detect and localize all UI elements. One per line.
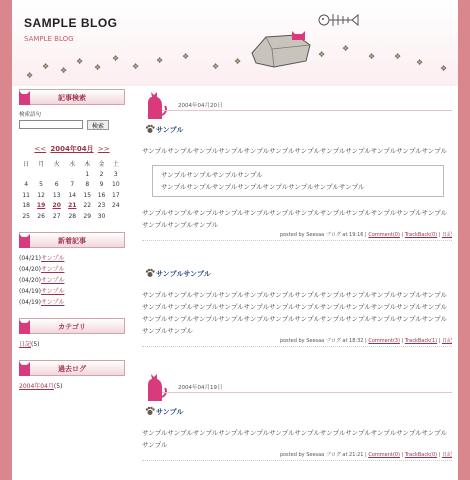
peeking-cat-icon xyxy=(290,28,308,40)
paw-print-icon: ❖ xyxy=(318,50,326,59)
trackback-link[interactable]: TrackBack(0) xyxy=(404,232,438,238)
calendar-table xyxy=(19,158,123,222)
calendar-day-link[interactable]: 19 xyxy=(36,202,46,210)
paw-icon xyxy=(145,268,155,278)
comment-link[interactable]: Comment(3) xyxy=(368,338,400,344)
calendar-weekday: 日 xyxy=(23,161,30,168)
archive-count: (5) xyxy=(53,382,63,390)
recent-heading xyxy=(19,232,125,248)
category-count: (5) xyxy=(31,340,40,348)
calendar-day xyxy=(109,211,123,222)
calendar-week xyxy=(19,190,123,201)
fishbone-icon xyxy=(318,10,362,32)
date-header xyxy=(142,371,452,399)
post-title[interactable] xyxy=(156,125,452,135)
calendar-day: 3 xyxy=(113,170,118,178)
posted-by: posted by Seesaa ブログ at 21:21 xyxy=(279,452,364,458)
paw-print-icon: ❖ xyxy=(156,56,164,65)
paw-print-icon: ❖ xyxy=(94,63,102,72)
calendar-next-link[interactable]: >> xyxy=(97,145,110,153)
recent-item-date: (04/19) xyxy=(19,298,41,306)
calendar-day: 11 xyxy=(22,191,30,199)
blog-subtitle: SAMPLE BLOG xyxy=(24,35,74,43)
trackback-link[interactable]: TrackBack(0) xyxy=(404,452,438,458)
recent-item xyxy=(19,297,125,308)
calendar-day: 18 xyxy=(22,202,30,210)
post-title-text[interactable]: サンプル xyxy=(156,408,184,416)
post-body: サンプルサンプルサンプルサンプルサンプルサンプルサンプルサンプルサンプルサンプルサンプルサンプル xyxy=(142,147,447,155)
paw-print-icon: ❖ xyxy=(182,52,190,61)
paw-print-icon: ❖ xyxy=(368,52,376,61)
archive-item xyxy=(19,381,125,392)
calendar-week xyxy=(19,211,123,222)
calendar-day: 26 xyxy=(37,212,45,220)
recent-list xyxy=(19,253,125,308)
post-title[interactable] xyxy=(156,269,452,279)
paw-print-icon: ❖ xyxy=(42,62,50,71)
recent-item-link[interactable]: サンプル xyxy=(40,287,65,295)
recent-item-date: (04/20) xyxy=(19,265,41,273)
paw-print-icon: ❖ xyxy=(416,58,424,67)
post-body: サンプルサンプルサンプルサンプルサンプルサンプルサンプルサンプルサンプルサンプルサンプルサンプルサンプルサンプルサンプルサンプルサンプルサンプルサンプルサンプルサンプルサンプルサンプルサンプルサンプルサンプルサンプルサンプルサンプルサンプルサンプルサンプルサンプルサンプルサンプルサンプルサンプルサンプル xyxy=(142,291,447,335)
post-body-2: サンプルサンプルサンプルサンプルサンプルサンプルサンプルサンプルサンプルサンプルサンプルサンプルサンプルサンプルサンプル xyxy=(142,209,447,229)
calendar-day: 17 xyxy=(112,191,120,199)
post xyxy=(142,125,452,241)
recent-item xyxy=(19,275,125,286)
post-quote xyxy=(152,165,444,197)
paw-print-icon: ❖ xyxy=(60,66,68,75)
search-row xyxy=(19,120,125,130)
recent-heading-label: 新着記事 xyxy=(58,236,86,245)
calendar-weekday: 木 xyxy=(84,161,91,168)
comment-link[interactable]: Comment(0) xyxy=(368,452,400,458)
calendar-week xyxy=(19,180,123,191)
calendar-day xyxy=(49,169,65,180)
calendar-day: 2 xyxy=(99,170,104,178)
archive-heading xyxy=(19,360,125,376)
calendar-day: 10 xyxy=(112,181,120,189)
category-heading-label: カテゴリ xyxy=(58,322,86,331)
paw-print-icon: ❖ xyxy=(76,57,84,66)
category-block xyxy=(19,318,125,350)
calendar-day: 30 xyxy=(97,212,106,220)
calendar-day xyxy=(19,169,33,180)
post-body: サンプルサンプルサンプルサンプルサンプルサンプルサンプルサンプルサンプルサンプルサンプルサンプルサンプル xyxy=(142,429,447,449)
posted-by: posted by Seesaa ブログ at 18:32 xyxy=(279,338,364,344)
post-footer: posted by Seesaa ブログ at 21:21 | Comment(0) | TrackBack(0) | 日記 xyxy=(142,451,452,461)
archive-heading-label: 過去ログ xyxy=(58,364,86,373)
recent-item-link[interactable]: サンプル xyxy=(40,276,65,284)
paw-print-icon: ❖ xyxy=(440,64,448,73)
recent-item-date: (04/20) xyxy=(19,276,41,284)
post xyxy=(142,407,452,461)
calendar-day: 29 xyxy=(83,212,92,220)
post-title-text[interactable]: サンプル xyxy=(156,126,184,134)
blog-title[interactable]: SAMPLE BLOG xyxy=(24,16,118,30)
recent-item xyxy=(19,264,125,275)
calendar-day: 1 xyxy=(85,170,90,178)
post-title[interactable] xyxy=(156,407,452,417)
calendar-month-link[interactable]: 2004年04月 xyxy=(50,145,94,153)
calendar-day xyxy=(65,169,81,180)
quote-line: サンプルサンプルサンプルサンプルサンプルサンプルサンプルサンプル xyxy=(161,183,365,191)
category-link[interactable]: 日記 xyxy=(441,232,452,238)
page xyxy=(12,0,458,480)
calendar-weekday: 火 xyxy=(53,161,60,168)
post-date: 2004年04月19日 xyxy=(178,385,223,391)
paw-print-icon: ❖ xyxy=(26,71,34,80)
recent-block xyxy=(19,232,125,308)
calendar-week xyxy=(19,201,123,212)
calendar-block xyxy=(19,144,125,222)
calendar-weekday: 水 xyxy=(69,161,76,168)
calendar-day: 24 xyxy=(112,202,120,210)
sidebar xyxy=(19,89,125,402)
calendar-day xyxy=(33,169,49,180)
calendar-day: 25 xyxy=(22,212,30,220)
paw-print-icon: ❖ xyxy=(112,54,120,63)
calendar-nav xyxy=(19,144,125,154)
paw-icon xyxy=(145,406,155,416)
main-content xyxy=(142,89,452,461)
paw-print-icon: ❖ xyxy=(234,57,242,66)
category-link[interactable]: 日記 xyxy=(441,452,452,458)
calendar-day: 12 xyxy=(37,191,45,199)
trackback-link[interactable]: TrackBack(1) xyxy=(404,338,438,344)
calendar-day: 28 xyxy=(68,212,77,220)
category-link[interactable]: 日記 xyxy=(441,338,452,344)
category-heading xyxy=(19,318,125,334)
paw-icon xyxy=(145,124,155,134)
calendar-day: 9 xyxy=(99,181,104,189)
calendar-day: 5 xyxy=(39,181,43,189)
calendar-day: 6 xyxy=(54,181,59,189)
calendar-day: 22 xyxy=(83,202,92,210)
calendar-weekday: 金 xyxy=(98,161,105,168)
search-heading-label: 記事検索 xyxy=(58,94,86,102)
calendar-day-link[interactable]: 20 xyxy=(52,202,61,210)
search-input[interactable] xyxy=(19,120,83,129)
recent-item xyxy=(19,286,125,297)
search-label: 検索語句 xyxy=(19,112,42,118)
category-item xyxy=(19,339,125,350)
post-footer: posted by Seesaa ブログ at 18:32 | Comment(3) | TrackBack(1) | 日記 xyxy=(142,337,452,347)
calendar-week xyxy=(19,169,123,180)
quote-line: サンプルサンプルサンプルサンプル xyxy=(161,171,263,179)
date-rule xyxy=(162,392,452,393)
posted-by: posted by Seesaa ブログ at 19:16 xyxy=(279,232,364,238)
calendar-day: 14 xyxy=(68,191,77,199)
post-title-text[interactable]: サンプルサンプル xyxy=(156,270,211,278)
category-link[interactable]: 日記 xyxy=(19,340,32,348)
calendar-day: 8 xyxy=(85,181,90,189)
recent-item-date: (04/21) xyxy=(19,254,41,262)
recent-item xyxy=(19,253,125,264)
calendar-weekday: 月 xyxy=(38,161,45,168)
recent-item-date: (04/19) xyxy=(19,287,41,295)
calendar-day: 4 xyxy=(24,181,29,189)
archive-link[interactable]: 2004年04月 xyxy=(19,382,54,390)
date-rule xyxy=(162,110,452,111)
recent-item-link[interactable]: サンプル xyxy=(40,254,65,262)
calendar-weekday: 土 xyxy=(112,161,119,168)
calendar-day: 15 xyxy=(83,191,92,199)
post xyxy=(142,269,452,347)
calendar-day-link[interactable]: 21 xyxy=(68,202,77,210)
calendar-day: 27 xyxy=(52,212,61,220)
paw-print-icon: ❖ xyxy=(212,62,220,71)
search-block xyxy=(19,89,125,130)
paw-print-icon: ❖ xyxy=(394,52,402,61)
blog-header xyxy=(12,0,458,86)
recent-item-link[interactable]: サンプル xyxy=(40,265,65,273)
date-header xyxy=(142,89,452,117)
comment-link[interactable]: Comment(0) xyxy=(368,232,400,238)
paw-print-icon: ❖ xyxy=(342,44,350,53)
calendar-day: 23 xyxy=(97,202,106,210)
calendar-day: 7 xyxy=(70,181,75,189)
search-button[interactable]: 検索 xyxy=(87,120,109,130)
calendar-day: 13 xyxy=(52,191,61,199)
post-date: 2004年04月20日 xyxy=(178,103,223,109)
recent-item-link[interactable]: サンプル xyxy=(40,298,65,306)
post-footer: posted by Seesaa ブログ at 19:16 | Comment(0) | TrackBack(0) | 日記 xyxy=(142,231,452,241)
sitting-cat-icon xyxy=(142,89,168,119)
calendar-day: 16 xyxy=(97,191,106,199)
search-heading xyxy=(19,89,125,105)
archive-block xyxy=(19,360,125,392)
calendar-prev-link[interactable]: << xyxy=(34,145,47,153)
sitting-cat-icon xyxy=(142,371,168,401)
paw-print-icon: ❖ xyxy=(132,62,140,71)
